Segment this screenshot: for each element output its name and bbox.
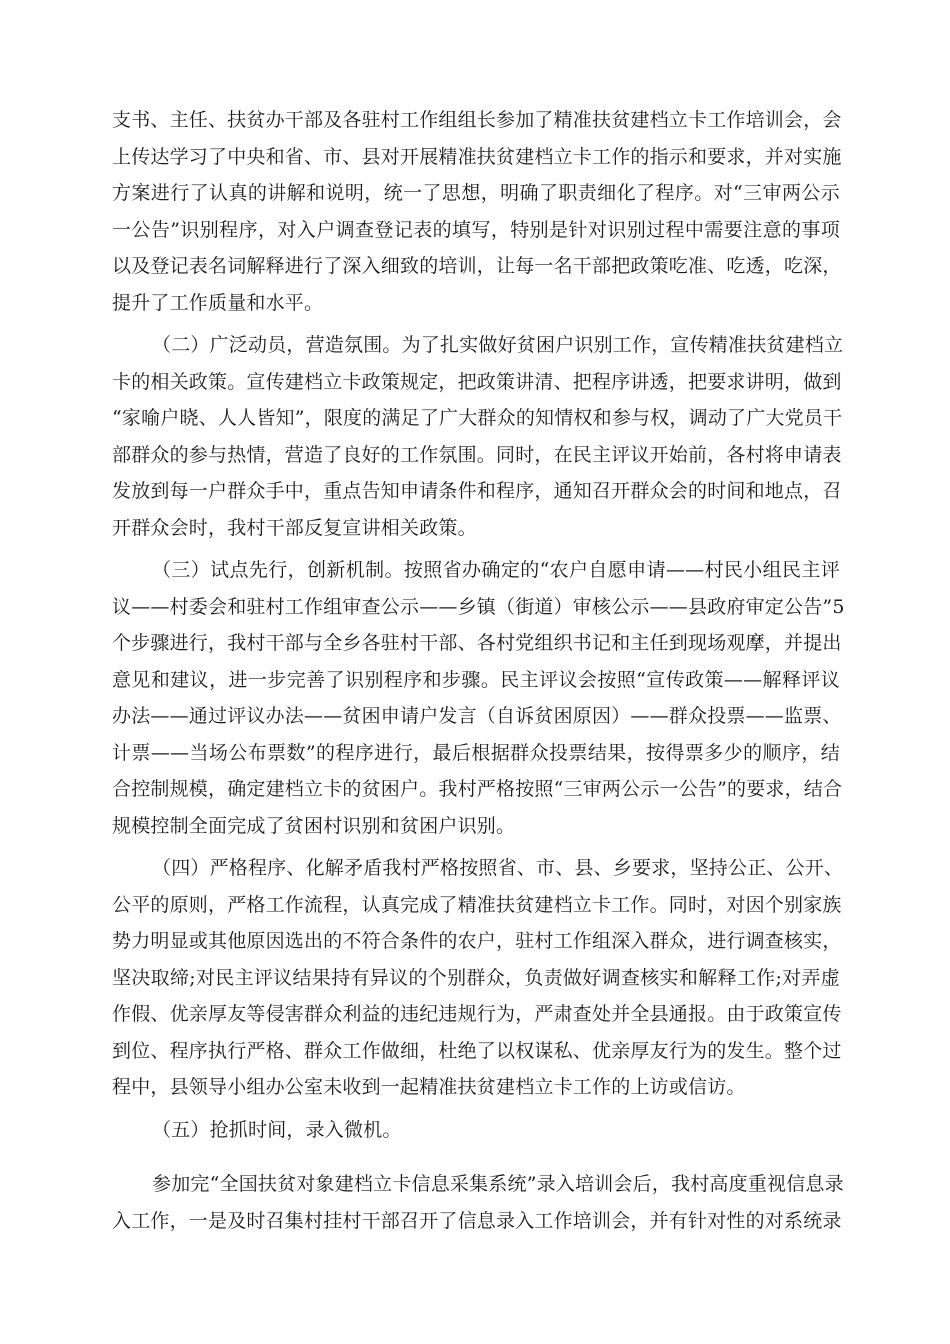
text-line: 办法——通过评议办法——贫困申请户发言（自诉贫困原因）——群众投票——监票、	[112, 705, 842, 727]
paragraph-data-entry-heading	[112, 1112, 840, 1149]
text-line: 意见和建议，进一步完善了识别程序和步骤。民主评议会按照“宣传政策——解释评议	[112, 668, 840, 691]
paragraph-pilot	[112, 552, 845, 844]
text-line: 个步骤进行，我村干部与全乡各驻村干部、各村党组织书记和主任到现场观摩，并提出	[112, 632, 842, 654]
text-line: 势力明显或其他原因选出的不符合条件的农户，驻村工作组深入群众，进行调查核实，	[112, 930, 842, 952]
paragraph-training	[112, 102, 840, 321]
text-line: 入工作，一是及时召集村挂村干部召开了信息录入工作培训会，并有针对性的对系统录	[112, 1209, 842, 1232]
text-line: 以及登记表名词解释进行了深入细致的培训，让每一名干部把政策吃准、吃透，吃深，	[112, 255, 842, 277]
text-line: 到位、程序执行严格、群众工作做细，杜绝了以权谋私、优亲厚友行为的发生。整个过	[112, 1039, 842, 1062]
text-line: 一公告”识别程序，对入户调查登记表的填写，特别是针对识别过程中需要注意的事项	[112, 218, 840, 241]
text-line: 提升了工作质量和水平。	[112, 291, 324, 314]
text-line: 程中，县领导小组办公室未收到一起精准扶贫建档立卡工作的上访或信访。	[112, 1076, 746, 1098]
text-line: 部群众的参与热情，营造了良好的工作氛围。同时，在民主评议开始前，各村将申请表	[112, 443, 842, 466]
text-line: 议——村委会和驻村工作组审查公示——乡镇（街道）审核公示——县政府审定公告”5	[112, 595, 845, 618]
text-line: 坚决取缔;对民主评议结果持有异议的个别群众，负责做好调查核实和解释工作;对弄虚	[112, 966, 840, 989]
text-line: 作假、优亲厚友等侵害群众利益的违纪违规行为，严肃查处并全县通报。由于政策宣传	[112, 1003, 842, 1025]
text-line: 参加完“全国扶贫对象建档立卡信息采集系统”录入培训会后，我村高度重视信息录	[152, 1173, 844, 1195]
text-line: “家喻户晓、人人皆知”，限度的满足了广大群众的知情权和参与权，调动了广大党员干	[112, 407, 843, 429]
text-line: （五）抢抓时间，录入微机。	[152, 1118, 402, 1141]
text-line: 计票——当场公布票数”的程序进行，最后根据群众投票结果，按得票多少的顺序，结	[112, 741, 840, 764]
paragraph-procedure	[112, 850, 844, 1106]
text-line: （四）严格程序、化解矛盾我村严格按照省、市、县、乡要求，坚持公正、公开、	[152, 857, 844, 879]
paragraph-mobilization	[112, 327, 844, 546]
text-line: 公平的原则，严格工作流程，认真完成了精准扶贫建档立卡工作。同时，对因个别家族	[112, 893, 842, 916]
paragraph-data-entry	[112, 1166, 844, 1239]
text-line: 上传达学习了中央和省、市、县对开展精准扶贫建档立卡工作的指示和要求，并对实施	[112, 145, 842, 168]
text-line: 发放到每一户群众手中，重点告知申请条件和程序，通知召开群众会的时间和地点，召	[112, 480, 842, 502]
text-line: （二）广泛动员，营造氛围。为了扎实做好贫困户识别工作，宣传精准扶贫建档立	[152, 334, 844, 356]
text-line: （三）试点先行，创新机制。按照省办确定的“农户自愿申请——村民小组民主评	[152, 559, 840, 581]
text-line: 方案进行了认真的讲解和说明，统一了思想，明确了职责细化了程序。对“三审两公示	[112, 182, 840, 204]
text-line: 规模控制全面完成了贫困村识别和贫困户识别。	[112, 814, 516, 837]
text-line: 开群众会时，我村干部反复宣讲相关政策。	[112, 516, 477, 539]
text-line: 支书、主任、扶贫办干部及各驻村工作组组长参加了精准扶贫建档立卡工作培训会，会	[112, 109, 842, 131]
document-body	[112, 102, 845, 1245]
text-line: 卡的相关政策。宣传建档立卡政策规定，把政策讲清、把程序讲透，把要求讲明，做到	[112, 370, 842, 393]
text-line: 合控制规模，确定建档立卡的贫困户。我村严格按照“三审两公示一公告”的要求，结合	[112, 778, 843, 800]
